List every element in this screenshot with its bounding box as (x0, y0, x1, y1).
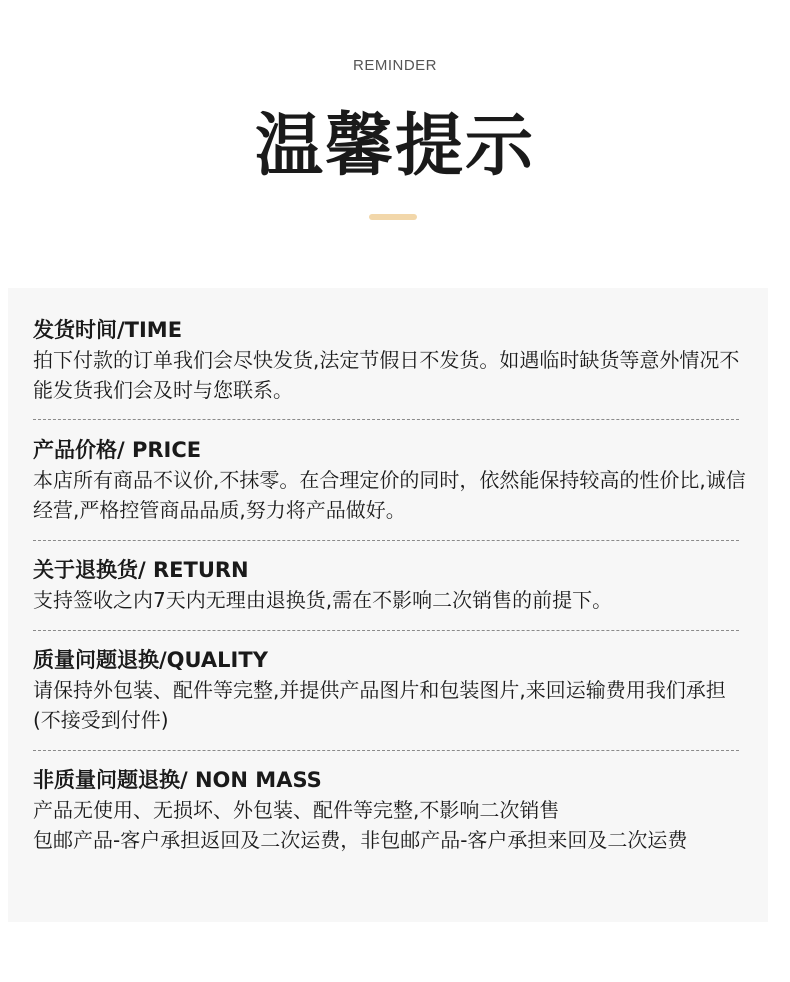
section-price (33, 435, 753, 525)
page-title: 温馨提示 (254, 107, 535, 186)
section-text: 包邮产品-客户承担返回及二次运费，非包邮产品-客户承担来回及二次运费 (33, 828, 688, 852)
section-title: 非质量问题退换/ NON MASS (33, 768, 322, 792)
section-title: 关于退换货/ RETURN (33, 558, 249, 582)
title-accent-bar (369, 214, 417, 220)
section-text: 本店所有商品不议价,不抹零。在合理定价的同时，依然能保持较高的性价比,诚信经营,严格控管商品品质,努力将产品做好。 (33, 468, 746, 522)
divider (33, 630, 739, 631)
section-return (33, 555, 753, 615)
section-title: 发货时间/TIME (33, 318, 183, 342)
section-text: 请保持外包装、配件等完整,并提供产品图片和包装图片,来回运输费用我们承担(不接受到付件) (33, 678, 726, 732)
divider (33, 750, 739, 751)
section-shipping-time (33, 315, 753, 405)
divider (33, 540, 739, 541)
section-title: 质量问题退换/QUALITY (33, 648, 268, 672)
section-title: 产品价格/ PRICE (33, 438, 202, 462)
section-text: 支持签收之内7天内无理由退换货,需在不影响二次销售的前提下。 (33, 588, 613, 612)
divider (33, 419, 739, 420)
reminder-subtitle: REMINDER (352, 57, 437, 74)
section-text: 产品无使用、无损坏、外包装、配件等完整,不影响二次销售 (33, 798, 560, 822)
section-quality (33, 645, 753, 735)
section-text: 拍下付款的订单我们会尽快发货,法定节假日不发货。如遇临时缺货等意外情况不能发货我们会及时与您联系。 (33, 348, 740, 402)
section-non-quality (33, 765, 753, 855)
